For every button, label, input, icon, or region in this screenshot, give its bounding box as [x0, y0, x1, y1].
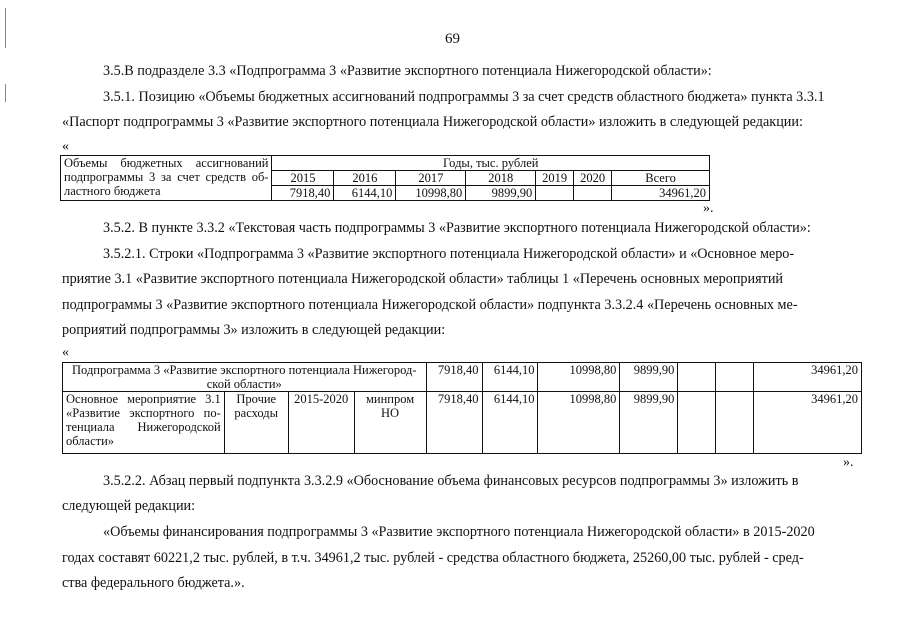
- para-final-line: годах составят 60221,2 тыс. рублей, в т.ч. 34961,2 тыс. рублей - средства областного бюджета, 25260,00 тыс. рублей - сред-: [62, 550, 804, 566]
- activity-total: 34961,20: [754, 392, 862, 454]
- budget-value: [536, 186, 574, 201]
- subprogram-value: 9899,90: [620, 363, 678, 392]
- budget-row-label-line: ластного бюджета: [64, 184, 161, 198]
- subprogram-value: [678, 363, 716, 392]
- open-quote: «: [62, 139, 69, 154]
- main-activity-title-line: «Развитие экспортного по-: [66, 406, 221, 420]
- para-3-5-2-1-line: подпрограммы 3 «Развитие экспортного потенциала Нижегородской области» подпункта 3.3.2.4 «Перечень основных ме-: [62, 297, 798, 313]
- para-final-line: ства федерального бюджета.».: [62, 575, 245, 591]
- subprogram-title-line: Подпрограмма 3 «Развитие экспортного потенциала Нижегород-: [72, 363, 417, 377]
- subprogram-value: 6144,10: [482, 363, 538, 392]
- subprogram-value: 10998,80: [538, 363, 620, 392]
- year-header: 2016: [334, 171, 396, 186]
- cost-type-line: расходы: [234, 406, 279, 420]
- budget-row-label: [61, 156, 272, 201]
- budget-value: 7918,40: [272, 186, 334, 201]
- para-3-5-2-1-line: роприятий подпрограммы 3» изложить в следующей редакции:: [62, 322, 446, 338]
- budget-value: 9899,90: [466, 186, 536, 201]
- para-3-5-1-line1: 3.5.1. Позицию «Объемы бюджетных ассигнований подпрограммы 3 за счет средств областного бюджета» пункта 3.3.1: [103, 89, 825, 105]
- budget-value: 6144,10: [334, 186, 396, 201]
- activity-value: [716, 392, 754, 454]
- budget-table: [60, 155, 710, 201]
- para-3-5-2-1-line: приятие 3.1 «Развитие экспортного потенциала Нижегородской области» таблицы 1 «Перечень основных мероприятий: [62, 271, 784, 287]
- scan-margin-line: [5, 84, 6, 102]
- year-header: 2017: [396, 171, 466, 186]
- program-table: [62, 362, 862, 454]
- activity-value: 6144,10: [482, 392, 538, 454]
- activity-value: 9899,90: [620, 392, 678, 454]
- years-header: Годы, тыс. рублей: [272, 156, 710, 171]
- para-3-5-1-line2: «Паспорт подпрограммы 3 «Развитие экспортного потенциала Нижегородской области» изложить в следующей редакции:: [62, 114, 803, 130]
- para-final-line: «Объемы финансирования подпрограммы 3 «Развитие экспортного потенциала Нижегородской области» в 2015-2020: [103, 524, 815, 540]
- subprogram-title: [63, 363, 427, 392]
- main-activity-title-line: Основное мероприятие 3.1: [66, 392, 221, 406]
- para-3-5-2-2-line2: следующей редакции:: [62, 498, 196, 514]
- para-3-5-2-1-line: 3.5.2.1. Строки «Подпрограмма 3 «Развитие экспортного потенциала Нижегородской области» и «Основное меро-: [103, 246, 795, 262]
- subprogram-title-line: ской области»: [206, 377, 282, 391]
- executor: [354, 392, 426, 454]
- page-number: 69: [445, 31, 460, 47]
- cost-type: [224, 392, 288, 454]
- year-header: 2018: [466, 171, 536, 186]
- main-activity-title-line: тенциала Нижегородской: [66, 420, 221, 434]
- year-header: 2019: [536, 171, 574, 186]
- budget-total: 34961,20: [612, 186, 710, 201]
- close-quote-2: ».: [843, 455, 854, 470]
- cost-type-line: Прочие: [236, 392, 277, 406]
- para-3-5: 3.5.В подразделе 3.3 «Подпрограмма 3 «Развитие экспортного потенциала Нижегородской области»:: [103, 63, 712, 79]
- activity-value: 7918,40: [426, 392, 482, 454]
- subprogram-value: [716, 363, 754, 392]
- period: 2015-2020: [288, 392, 354, 454]
- executor-line: НО: [381, 406, 400, 420]
- open-quote-2: «: [62, 345, 69, 360]
- activity-value: [678, 392, 716, 454]
- para-3-5-2-2-line1: 3.5.2.2. Абзац первый подпункта 3.3.2.9 «Обоснование объема финансовых ресурсов подпрограммы 3» изложить в: [103, 473, 799, 489]
- table-row: [63, 363, 862, 392]
- subprogram-total: 34961,20: [754, 363, 862, 392]
- main-activity-title-line: области»: [66, 434, 115, 448]
- year-header: 2015: [272, 171, 334, 186]
- budget-value: [574, 186, 612, 201]
- total-header: Всего: [612, 171, 710, 186]
- budget-row-label-line: подпрограммы 3 за счет средств об-: [64, 170, 269, 184]
- close-quote-1: ».: [703, 201, 714, 216]
- activity-value: 10998,80: [538, 392, 620, 454]
- para-3-5-2: 3.5.2. В пункте 3.3.2 «Текстовая часть подпрограммы 3 «Развитие экспортного потенциала Нижегородской области»:: [103, 220, 811, 236]
- budget-value: 10998,80: [396, 186, 466, 201]
- year-header: 2020: [574, 171, 612, 186]
- executor-line: минпром: [365, 392, 415, 406]
- budget-row-label-line: Объемы бюджетных ассигнований: [64, 156, 269, 170]
- main-activity-title: [63, 392, 225, 454]
- table-row: [63, 392, 862, 454]
- subprogram-value: 7918,40: [426, 363, 482, 392]
